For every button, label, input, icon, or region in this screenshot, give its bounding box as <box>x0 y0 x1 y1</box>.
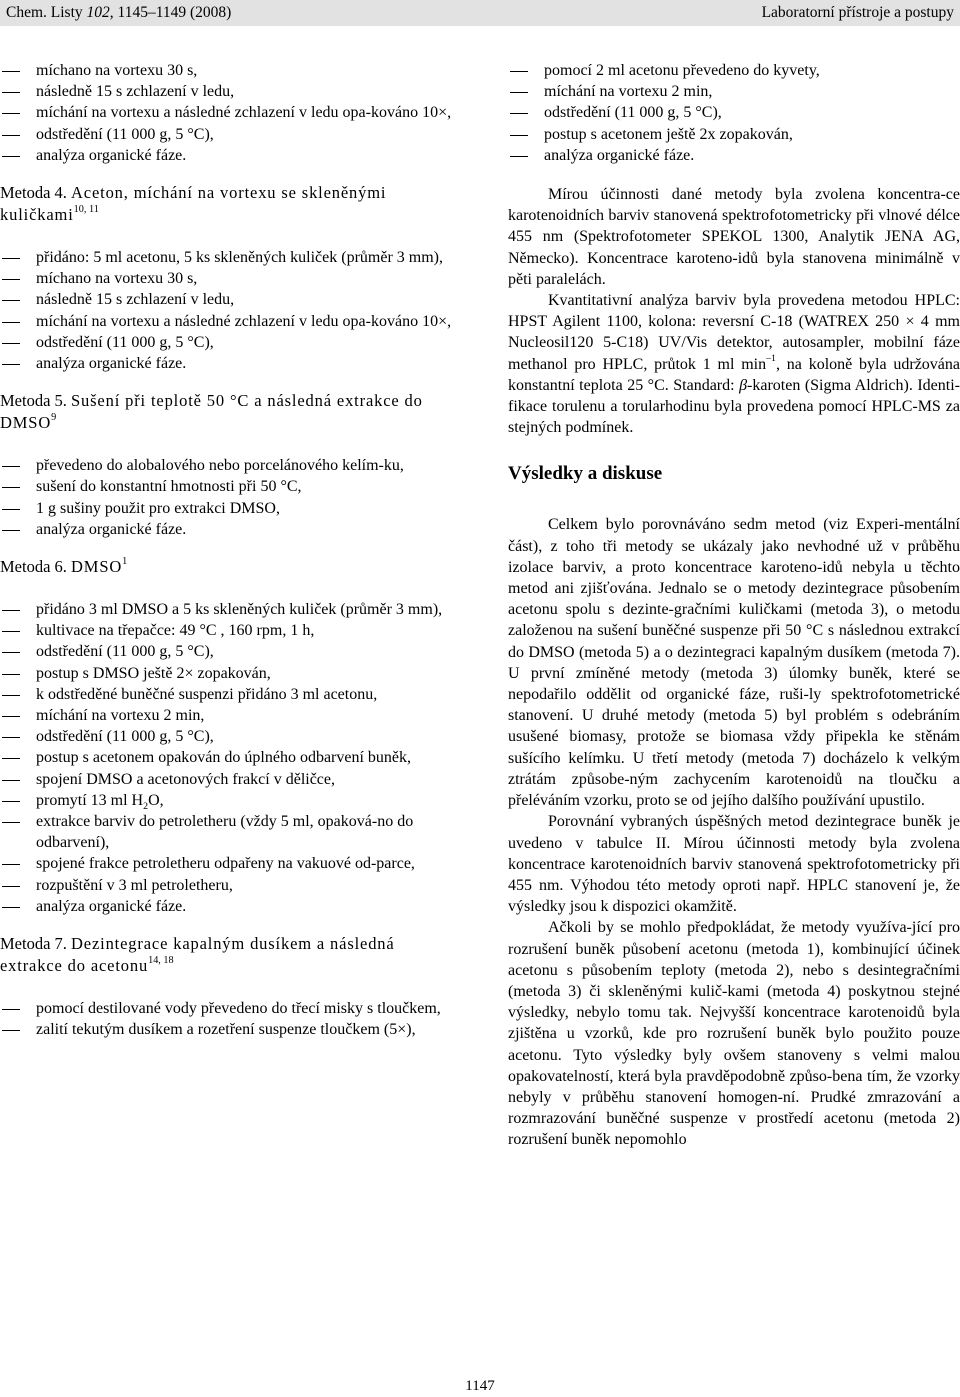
procedure-step <box>0 663 452 684</box>
text-run: sušení do konstantní hmotnosti při 50 °C, <box>36 478 302 496</box>
procedure-step <box>0 641 452 662</box>
text-run: 1 g sušiny použit pro extrakci DMSO, <box>36 499 280 517</box>
procedure-step <box>0 268 452 289</box>
text-run: rozpuštění v 3 ml petroletheru, <box>36 876 233 894</box>
text-run: Porovnání vybraných úspěšných metod dezintegrace buněk je uvedeno v tabulce II. Mírou účinnosti metody byla zvolena koncentrace karotenoidních barviv stanovená spektrofotometricky při 455 nm. Výhodou této metody oproti např. HPLC stanovení je, že výsledky jsou k dispozici okamžitě. <box>508 813 960 916</box>
heading-text: Aceton, míchání na vortexu se skleněnými kuličkami <box>0 183 387 225</box>
superscript: –1 <box>766 352 776 364</box>
text-run: pomocí 2 ml acetonu převedeno do kyvety, <box>544 62 820 79</box>
procedure-step <box>508 60 960 81</box>
body-paragraph <box>508 184 960 290</box>
body-paragraph <box>508 290 960 438</box>
procedure-step <box>0 998 452 1019</box>
procedure-steps <box>0 60 452 166</box>
text-run: Metoda 6. <box>0 557 72 577</box>
italic-run: β <box>739 376 748 394</box>
superscript: 10, 11 <box>73 203 99 215</box>
procedure-step <box>0 620 452 641</box>
heading-text: Dezintegrace kapalným dusíkem a následná extrakce do acetonu <box>0 934 395 976</box>
superscript: 9 <box>51 412 57 424</box>
body-paragraph <box>508 514 960 811</box>
text-run: převedeno do alobalového nebo porcelánového kelím-ku, <box>36 457 404 475</box>
text-run: analýza organické fáze. <box>36 355 187 373</box>
heading-text: Sušení při teplotě 50 °C a následná extrakce do DMSO <box>0 391 423 433</box>
procedure-steps <box>0 998 452 1040</box>
left-column <box>0 60 452 1151</box>
spacer <box>508 166 960 184</box>
text-run: analýza organické fáze. <box>36 897 187 915</box>
text-run: Ačkoli by se mohlo předpokládat, že metody využíva-jící pro rozrušení buněk působení acetonu (metoda 1), kombinující účinek acetonu s působením teploty (metoda 2), nebo s desintegračními (metoda 3) či skleněnými kulič-kami (metoda 4) poskytnou stejné výsledky, nebylo tomu tak. Nejvyšší koncentrace karotenoidů byla zjištěna u vzorků, kde pro rozrušení buněk bylo použito pouze acetonu. Tyto výsledky byly ovšem stanoveny s velmi malou opakovatelností, která byla pravděpodobně způso-bena tím, že vzorky nebyly v průběhu stanovení homogen-ní. Prudké zmrazování a rozmrazování buněčné suspenze v prostředí acetonu (metoda 2) rozrušení buněk nepomohlo <box>508 919 960 1149</box>
text-run: zalití tekutým dusíkem a rozetření suspenze tloučkem (5×), <box>36 1021 416 1039</box>
method-heading <box>0 390 452 434</box>
text-run: spojené frakce petroletheru odpařeny na vakuové od-parce, <box>36 855 415 873</box>
procedure-step <box>508 124 960 145</box>
procedure-step <box>0 60 452 81</box>
text-run: -karoten (Sigma Aldrich). Identi-fikace torulenu a torularhodinu byla provedena pomocí HPLC-MS za stejných podmínek. <box>508 376 960 437</box>
procedure-step <box>0 853 452 874</box>
procedure-step <box>0 769 452 790</box>
body-paragraph <box>508 917 960 1150</box>
procedure-step <box>0 353 452 374</box>
text-run: následně 15 s zchlazení v ledu, <box>36 83 235 101</box>
text-run: k odstředěné buněčné suspenzi přidáno 3 ml acetonu, <box>36 685 378 703</box>
procedure-steps <box>0 247 452 374</box>
procedure-step <box>0 476 452 497</box>
procedure-step <box>0 726 452 747</box>
procedure-step <box>0 519 452 540</box>
procedure-step <box>0 332 452 353</box>
procedure-step <box>0 790 452 811</box>
procedure-step <box>0 289 452 310</box>
section-heading <box>508 462 960 486</box>
method-heading <box>0 933 452 977</box>
procedure-step <box>0 81 452 102</box>
text-run: následně 15 s zchlazení v ledu, <box>36 291 235 309</box>
superscript: 1 <box>122 556 128 568</box>
right-column <box>508 60 960 1151</box>
heading-text: DMSO <box>71 557 123 577</box>
text-run: analýza organické fáze. <box>36 146 187 164</box>
text-run: přidáno 3 ml DMSO a 5 ks skleněných kuliček (průměr 3 mm), <box>36 601 443 619</box>
procedure-step <box>0 124 452 145</box>
text-run: Výsledky a diskuse <box>508 463 663 485</box>
text-run: analýza organické fáze. <box>36 520 187 538</box>
procedure-step <box>508 81 960 102</box>
procedure-step <box>0 247 452 268</box>
text-run: míchání na vortexu 2 min, <box>544 83 713 101</box>
text-run: míchání na vortexu a následné zchlazení v ledu opa-kováno 10×, <box>36 312 452 330</box>
text-run: , na koloně byla udržována konstantní teplota 25 °C. Standard: <box>508 355 960 394</box>
body-paragraph <box>508 811 960 917</box>
procedure-step <box>508 102 960 123</box>
italic-run: 102 <box>86 4 110 21</box>
text-run: postup s acetonem opakován do úplného odbarvení buněk, <box>36 749 412 767</box>
subscript: 2 <box>143 801 149 813</box>
procedure-steps <box>0 599 452 917</box>
text-run: pomocí destilované vody převedeno do třecí misky s tloučkem, <box>36 1000 441 1018</box>
procedure-step <box>0 455 452 476</box>
procedure-step <box>0 498 452 519</box>
procedure-step <box>0 311 452 332</box>
procedure-step <box>0 684 452 705</box>
text-run: odstředění (11 000 g, 5 °C), <box>36 728 214 746</box>
procedure-step <box>0 599 452 620</box>
journal-citation <box>6 0 231 26</box>
section-title: Laboratorní přístroje a postupy <box>761 4 954 21</box>
text-run: Metoda 4. <box>0 183 72 203</box>
procedure-steps <box>0 455 452 540</box>
text-run: míchání na vortexu a následné zchlazení v ledu opa-kováno 10×, <box>36 104 452 122</box>
text-run: míchano na vortexu 30 s, <box>36 270 198 288</box>
text-run: Chem. Listy <box>6 4 87 21</box>
procedure-step <box>508 145 960 166</box>
procedure-step <box>0 896 452 917</box>
text-run: míchano na vortexu 30 s, <box>36 62 198 79</box>
text-run: míchání na vortexu 2 min, <box>36 707 205 725</box>
procedure-step <box>0 811 452 853</box>
article-body <box>0 60 960 1151</box>
text-run: Celkem bylo porovnáváno sedm metod (viz Experi-mentální část), z toho tři metody se ukázaly jako nevhodné už v průběhu izolace barviv, a proto koncentrace karoteno-idů nebyla u těchto metod ani zjišťována. Jednalo se o metody dezintegrace působením acetonu spolu s dezinte-gračními kuličkami (metoda 3), o metodu založenou na sušení buněčné suspenze při 50 °C s následnou extrakcí do DMSO (metoda 5) a o dezintegraci kapalným dusíkem (metoda 7). U první zmíněné metody (metoda 3) úlomky buněk, které se nepodařilo oddělit od organické fáze, ruši-ly spektrofotometrické stanovení. U druhé metody (metoda 5) byl problém s odebráním usušené biomasy, protože se biomasa vždy připekla ke stěnám sušícího kelímku. U třetí metody (metoda 7) docházelo k velkým ztrátám způsobe-ným zachycením karotenoidů na tloučku a přeléváním vzorku, proto se od jejího dalšího používání upustilo. <box>508 516 960 810</box>
text-run: postup s acetonem ještě 2x zopakován, <box>544 125 793 143</box>
text-run: spojení DMSO a acetonových frakcí v děličce, <box>36 770 336 788</box>
method-heading <box>0 182 452 226</box>
procedure-step <box>0 145 452 166</box>
text-run: Metoda 5. <box>0 391 72 411</box>
text-run: Mírou účinnosti dané metody byla zvolena koncentra-ce karotenoidních barviv stanovená spektrofotometricky při vlnové délce 455 nm (Spektrofotometer SPEKOL 1300, Analytik JENA AG, Německo). Koncentrace karoteno-idů byla stanovena minimálně v pěti paralelách. <box>508 186 960 288</box>
procedure-step <box>0 705 452 726</box>
text-run: odstředění (11 000 g, 5 °C), <box>36 643 214 661</box>
text-run: kultivace na třepačce: 49 °C , 160 rpm, 1 h, <box>36 622 315 640</box>
text-run: Metoda 7. <box>0 934 72 954</box>
superscript: 14, 18 <box>148 955 174 967</box>
procedure-step <box>0 102 452 123</box>
text-run: Kvantitativní analýza barviv byla provedena metodou HPLC: HPST Agilent 1100, kolona: reversní C-18 (WATREX 250 × 4 mm Nucleosil120 5-C18) UV/Vis detektor, autosampler, mobilní fáze methanol pro HPLC, průtok 1 ml min <box>508 292 960 373</box>
method-heading <box>0 556 452 578</box>
text-run: , 1145–1149 (2008) <box>109 4 232 21</box>
text-run: odstředění (11 000 g, 5 °C), <box>36 333 214 351</box>
procedure-steps <box>508 60 960 166</box>
text-run: postup s DMSO ještě 2× zopakován, <box>36 664 271 682</box>
running-header <box>0 0 960 26</box>
text-run: extrakce barviv do petroletheru (vždy 5 ml, opaková-no do odbarvení), <box>36 813 414 852</box>
text-run: promytí 13 ml H <box>36 791 144 809</box>
text-run: odstředění (11 000 g, 5 °C), <box>36 125 214 143</box>
procedure-step <box>0 747 452 768</box>
text-run: analýza organické fáze. <box>544 146 695 164</box>
procedure-step <box>0 1019 452 1040</box>
text-run: O, <box>148 791 164 809</box>
procedure-step <box>0 875 452 896</box>
page-number: 1147 <box>465 1378 495 1394</box>
text-run: odstředění (11 000 g, 5 °C), <box>544 104 722 122</box>
text-run: přidáno: 5 ml acetonu, 5 ks skleněných kuliček (průměr 3 mm), <box>36 249 444 267</box>
